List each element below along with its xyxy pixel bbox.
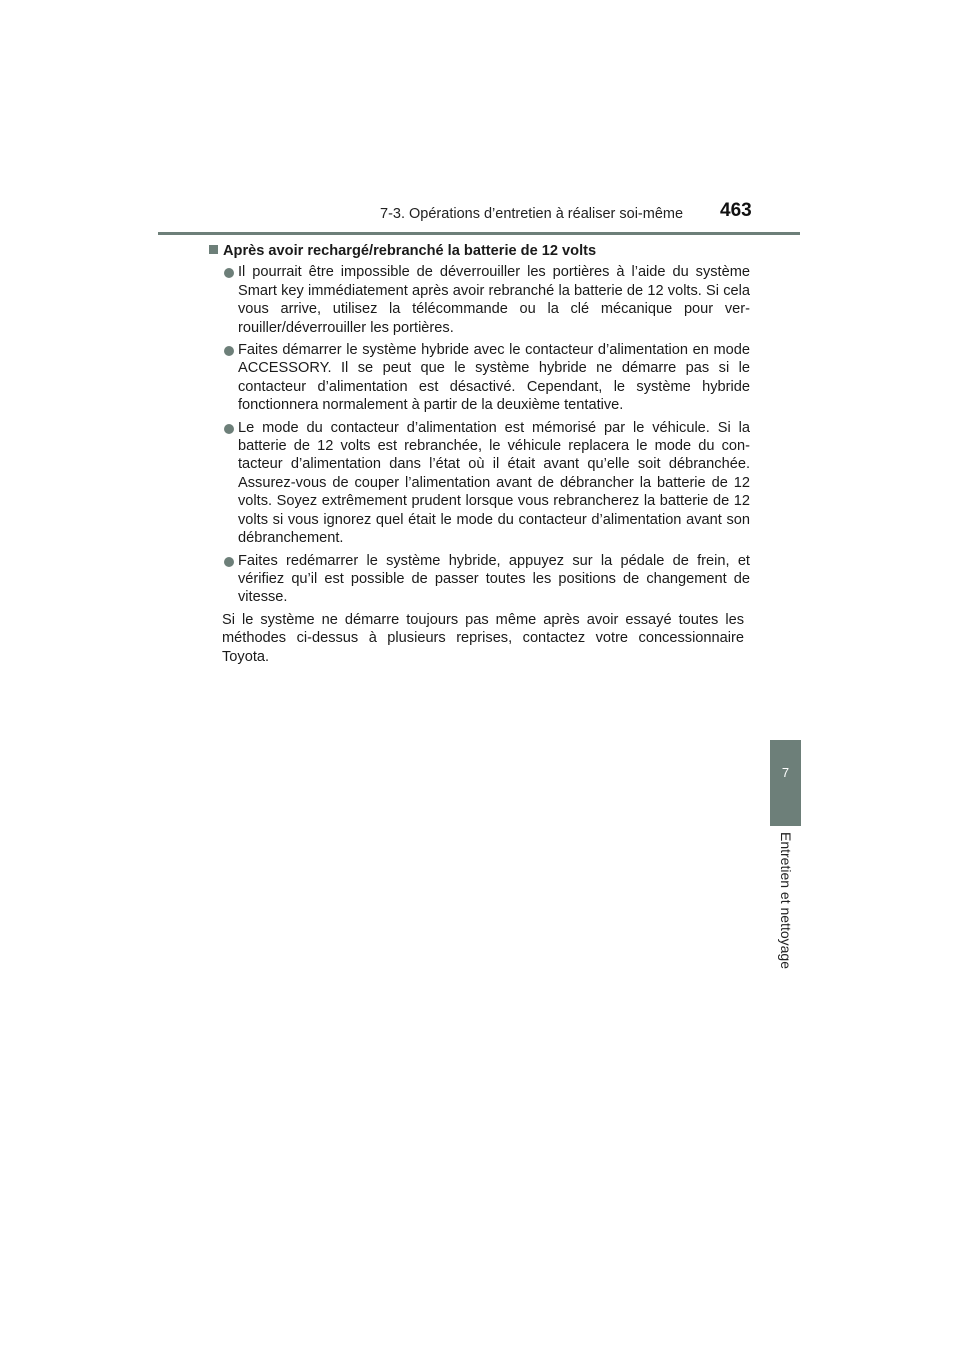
circle-bullet-icon: [224, 424, 234, 434]
chapter-tab-number: 7: [781, 765, 790, 780]
section-heading: [209, 242, 750, 260]
list-item: [222, 419, 750, 548]
list-item-text: Il pourrait être impossible de déverrouiller les portières à l’aide du système Smart key immédiatement après avoir rebranché la batterie de 12 volts. Si cela vous arrive, utilisez la télécommande ou la clé mécanique pour verrouiller/déverrouiller les portières.: [238, 264, 750, 336]
header-section-title: 7-3. Opérations d’entretien à réaliser soi-même: [380, 206, 684, 222]
note-paragraph: Si le système ne démarre toujours pas même après avoir essayé toutes les méthodes ci-dessus à plusieurs reprises, contactez votre concessionnaire Toyota.: [222, 611, 744, 665]
page-number: 463: [720, 200, 752, 221]
list-item: [222, 552, 750, 607]
section-heading-text: Après avoir rechargé/rebranché la batterie de 12 volts: [223, 243, 597, 259]
circle-bullet-icon: [224, 346, 234, 356]
list-item: [222, 341, 750, 415]
circle-bullet-icon: [224, 268, 234, 278]
page-content: [222, 242, 750, 666]
chapter-tab: [770, 740, 801, 826]
header-rule: [158, 232, 800, 235]
circle-bullet-icon: [224, 557, 234, 567]
list-item-text: Faites redémarrer le système hybride, appuyez sur la pédale de frein, et vérifiez qu’il est possible de passer toutes les positions de changement de vitesse.: [238, 552, 750, 606]
list-item-text: Le mode du contacteur d’alimentation est mémorisé par le véhicule. Si la batterie de 12 volts est rebranchée, le véhicule replacera le mode du contacteur d’alimentation dans l’état où il était avant qu’elle soit débranchée. Assurez-vous de couper l’alimentation avant de débrancher la batterie de 12 volts. Soyez extrêmement prudent lorsque vous rebrancherez la batterie de 12 volts si vous ignorez quel était le mode du contacteur d’alimentation avant son débranchement.: [238, 419, 750, 547]
list-item: [222, 263, 750, 337]
square-bullet-icon: [209, 245, 218, 254]
list-item-text: Faites démarrer le système hybride avec le contacteur d’alimentation en mode ACCESSORY. Il se peut que le système hybride ne démarre pas si le contacteur d’alimentation est désactivé. Cependant, le système hybride fonctionnera normalement à partir de la deuxième tentative.: [238, 342, 750, 414]
chapter-title: Entretien et nettoyage: [778, 832, 794, 969]
